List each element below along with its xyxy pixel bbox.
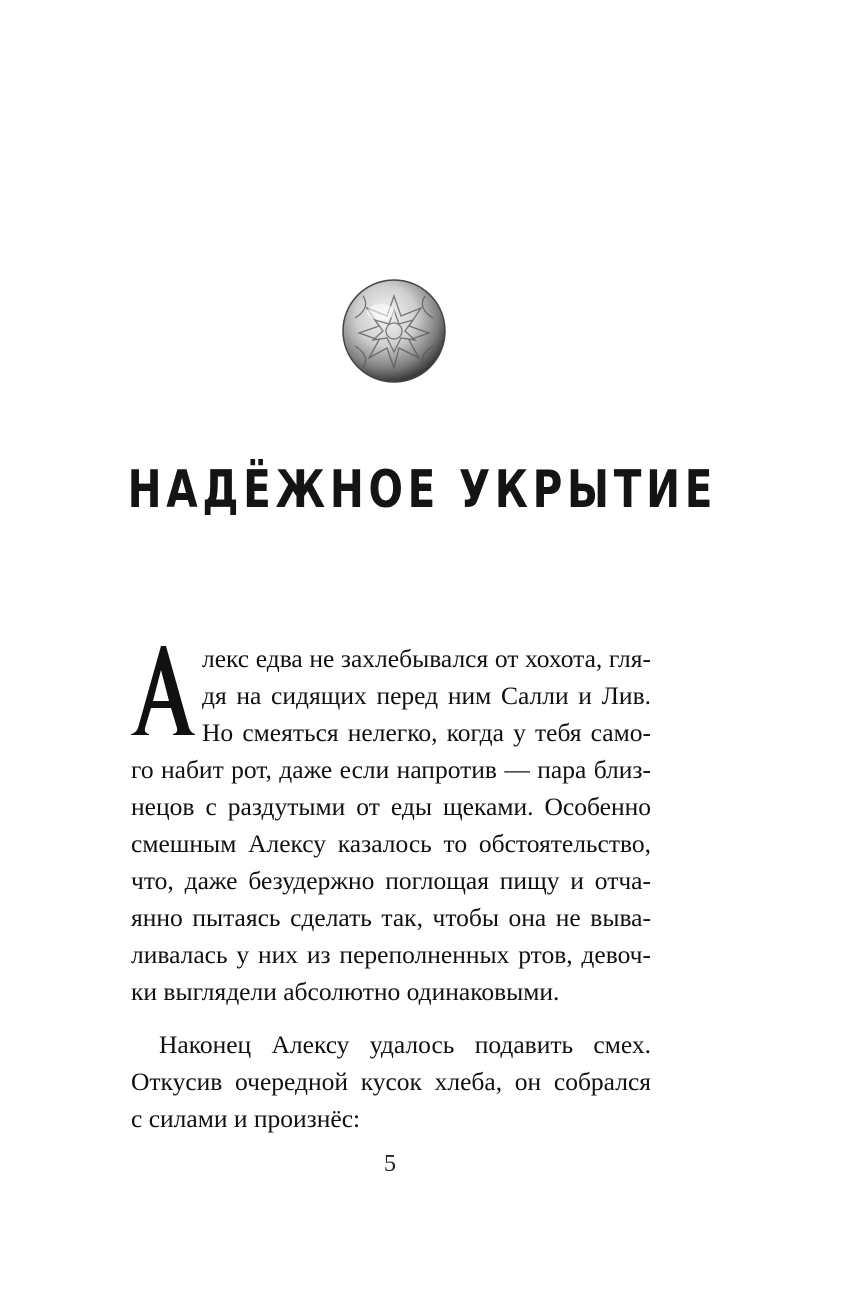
page-number: 5 bbox=[384, 1151, 396, 1177]
text-line: ки выглядели абсолютно одинаковыми. bbox=[131, 977, 560, 1006]
text-line: го набит рот, даже если напротив — пара близ- bbox=[131, 755, 651, 784]
text-line: Наконец Алексу удалось подавить смех. bbox=[159, 1030, 651, 1059]
engraved-sphere-icon bbox=[341, 278, 447, 384]
text-line: ливалась у них из переполненных ртов, девоч- bbox=[131, 940, 651, 969]
text-line: янно пытаясь сделать так, чтобы она не выва- bbox=[131, 903, 651, 932]
text-line: Но смеяться нелегко, когда у тебя само- bbox=[202, 718, 651, 747]
text-line: лекс едва не захлебывался от хохота, гля- bbox=[202, 644, 651, 673]
text-line: смешным Алексу казалось то обстоятельство, bbox=[131, 829, 651, 858]
text-line: дя на сидящих перед ним Салли и Лив. bbox=[202, 681, 651, 710]
chapter-title: НАДЁЖНОЕ УКРЫТИЕ bbox=[127, 460, 718, 520]
text-line: что, даже безудержно поглощая пищу и отча- bbox=[131, 866, 651, 895]
text-line: нецов с раздутыми от еды щеками. Особенно bbox=[131, 792, 651, 821]
text-line: с силами и произнёс: bbox=[131, 1104, 361, 1133]
body-text bbox=[131, 640, 651, 1137]
drop-cap-letter: А bbox=[131, 644, 132, 645]
text-line: Откусив очередной кусок хлеба, он собрался bbox=[131, 1067, 651, 1096]
